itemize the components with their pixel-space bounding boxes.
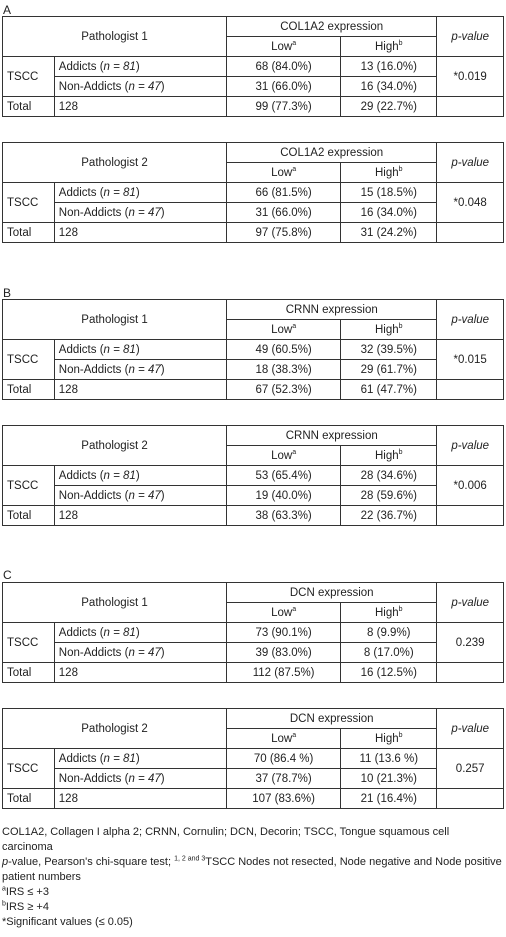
low-header bbox=[227, 446, 341, 466]
header-row bbox=[3, 426, 504, 446]
subgroup-n: n = 81 bbox=[103, 626, 136, 639]
pvalue-header-text: p-value bbox=[451, 156, 490, 169]
table-row bbox=[3, 623, 504, 643]
low-label: Low bbox=[271, 40, 293, 53]
high-label: High bbox=[375, 449, 399, 462]
pvalue-cell: *0.015 bbox=[437, 340, 504, 380]
total-pvalue-empty bbox=[437, 380, 504, 400]
footnote-b-sup: b bbox=[2, 900, 6, 908]
high-header bbox=[341, 37, 437, 57]
high-cell: 8 (17.0%) bbox=[341, 643, 437, 663]
total-row bbox=[3, 97, 504, 117]
header-row bbox=[3, 17, 504, 37]
pvalue-header-text: p-value bbox=[451, 439, 490, 452]
total-low: 99 (77.3%) bbox=[227, 97, 341, 117]
total-low: 67 (52.3%) bbox=[227, 380, 341, 400]
high-cell: 10 (21.3%) bbox=[341, 769, 437, 789]
subgroup-cell: Non-Addicts (n = 47) bbox=[54, 360, 226, 380]
total-pvalue-empty bbox=[437, 663, 504, 683]
footnote-abbrev: COL1A2, Collagen I alpha 2; CRNN, Cornulin; DCN, Decorin; TSCC, Tongue squamous cell carcinoma bbox=[2, 826, 450, 853]
table-row bbox=[3, 749, 504, 769]
pvalue-header bbox=[437, 426, 504, 466]
total-high: 61 (47.7%) bbox=[341, 380, 437, 400]
high-header bbox=[341, 603, 437, 623]
low-cell: 66 (81.5%) bbox=[227, 183, 341, 203]
low-cell: 49 (60.5%) bbox=[227, 340, 341, 360]
subgroup-name: Non-Addicts bbox=[58, 206, 122, 219]
subgroup-cell: Non-Addicts (n = 47) bbox=[54, 769, 226, 789]
low-header bbox=[227, 37, 341, 57]
high-label: High bbox=[375, 732, 399, 745]
high-cell: 11 (13.6 %) bbox=[341, 749, 437, 769]
expression-header: DCN expression bbox=[227, 709, 437, 729]
total-n: 128 bbox=[54, 663, 226, 683]
low-cell: 68 (84.0%) bbox=[227, 57, 341, 77]
low-label: Low bbox=[271, 449, 293, 462]
total-n: 128 bbox=[54, 506, 226, 526]
pvalue-header bbox=[437, 143, 504, 183]
subgroup-name: Non-Addicts bbox=[58, 363, 122, 376]
expression-table bbox=[2, 582, 504, 683]
subgroup-cell: Addicts (n = 81) bbox=[54, 340, 226, 360]
pvalue-header bbox=[437, 300, 504, 340]
table-row bbox=[3, 77, 504, 97]
total-row bbox=[3, 380, 504, 400]
header-row bbox=[3, 583, 504, 603]
low-cell: 73 (90.1%) bbox=[227, 623, 341, 643]
table-row bbox=[3, 360, 504, 380]
total-high: 16 (12.5%) bbox=[341, 663, 437, 683]
expression-header: COL1A2 expression bbox=[227, 143, 437, 163]
low-label: Low bbox=[271, 732, 293, 745]
pvalue-cell: *0.048 bbox=[437, 183, 504, 223]
subgroup-cell: Addicts (n = 81) bbox=[54, 466, 226, 486]
high-label: High bbox=[375, 166, 399, 179]
high-cell: 16 (34.0%) bbox=[341, 77, 437, 97]
subgroup-cell: Non-Addicts (n = 47) bbox=[54, 77, 226, 97]
pvalue-header bbox=[437, 709, 504, 749]
panel-label: A bbox=[3, 3, 12, 17]
subgroup-n: n = 47 bbox=[128, 646, 161, 659]
low-header bbox=[227, 320, 341, 340]
total-label: Total bbox=[3, 789, 55, 809]
high-cell: 28 (34.6%) bbox=[341, 466, 437, 486]
high-label: High bbox=[375, 606, 399, 619]
subgroup-n: n = 47 bbox=[128, 206, 161, 219]
footnote-pvalue bbox=[2, 855, 502, 885]
low-cell: 31 (66.0%) bbox=[227, 203, 341, 223]
total-pvalue-empty bbox=[437, 97, 504, 117]
high-cell: 32 (39.5%) bbox=[341, 340, 437, 360]
table-row bbox=[3, 340, 504, 360]
footnote-significant: *Significant values (≤ 0.05) bbox=[2, 916, 133, 928]
low-sup: a bbox=[292, 448, 297, 456]
high-cell: 28 (59.6%) bbox=[341, 486, 437, 506]
high-sup: b bbox=[398, 39, 403, 47]
low-cell: 31 (66.0%) bbox=[227, 77, 341, 97]
low-sup: a bbox=[292, 322, 297, 330]
subgroup-name: Non-Addicts bbox=[58, 489, 122, 502]
high-sup: b bbox=[398, 605, 403, 613]
high-header bbox=[341, 320, 437, 340]
high-sup: b bbox=[398, 448, 403, 456]
subgroup-name: Addicts bbox=[58, 60, 97, 73]
subgroup-n: n = 81 bbox=[103, 469, 136, 482]
pvalue-header-text: p-value bbox=[451, 722, 490, 735]
footnote-pvalue-italic: p bbox=[2, 856, 9, 868]
low-header bbox=[227, 163, 341, 183]
expression-header: COL1A2 expression bbox=[227, 17, 437, 37]
low-label: Low bbox=[271, 323, 293, 336]
pvalue-header bbox=[437, 17, 504, 57]
subgroup-n: n = 47 bbox=[128, 489, 161, 502]
subgroup-cell: Non-Addicts (n = 47) bbox=[54, 643, 226, 663]
table-row bbox=[3, 486, 504, 506]
high-cell: 13 (16.0%) bbox=[341, 57, 437, 77]
expression-table bbox=[2, 16, 504, 117]
high-sup: b bbox=[398, 731, 403, 739]
group-cell: TSCC bbox=[3, 749, 55, 789]
panel-label: B bbox=[3, 286, 12, 300]
pathologist-header: Pathologist 1 bbox=[3, 300, 227, 340]
subgroup-n: n = 47 bbox=[128, 80, 161, 93]
pvalue-cell: *0.019 bbox=[437, 57, 504, 97]
header-row bbox=[3, 300, 504, 320]
footnote-b bbox=[2, 900, 502, 915]
low-cell: 70 (86.4 %) bbox=[227, 749, 341, 769]
pvalue-header-text: p-value bbox=[451, 313, 490, 326]
group-cell: TSCC bbox=[3, 57, 55, 97]
total-pvalue-empty bbox=[437, 223, 504, 243]
subgroup-name: Addicts bbox=[58, 752, 97, 765]
pvalue-cell: 0.257 bbox=[437, 749, 504, 789]
high-cell: 8 (9.9%) bbox=[341, 623, 437, 643]
expression-header: CRNN expression bbox=[227, 426, 437, 446]
pvalue-header-text: p-value bbox=[451, 30, 490, 43]
header-row bbox=[3, 709, 504, 729]
total-n: 128 bbox=[54, 97, 226, 117]
low-cell: 37 (78.7%) bbox=[227, 769, 341, 789]
low-label: Low bbox=[271, 166, 293, 179]
total-pvalue-empty bbox=[437, 789, 504, 809]
low-cell: 39 (83.0%) bbox=[227, 643, 341, 663]
pvalue-cell: 0.239 bbox=[437, 623, 504, 663]
high-cell: 16 (34.0%) bbox=[341, 203, 437, 223]
footnote-pvalue-text: -value, Pearson's chi-square test; bbox=[8, 856, 175, 868]
subgroup-name: Non-Addicts bbox=[58, 80, 122, 93]
high-sup: b bbox=[398, 165, 403, 173]
table-row bbox=[3, 183, 504, 203]
subgroup-n: n = 47 bbox=[128, 363, 161, 376]
total-high: 21 (16.4%) bbox=[341, 789, 437, 809]
pathologist-header: Pathologist 2 bbox=[3, 143, 227, 183]
high-header bbox=[341, 729, 437, 749]
subgroup-cell: Addicts (n = 81) bbox=[54, 623, 226, 643]
subgroup-cell: Addicts (n = 81) bbox=[54, 183, 226, 203]
group-cell: TSCC bbox=[3, 340, 55, 380]
subgroup-n: n = 47 bbox=[128, 772, 161, 785]
pvalue-header-text: p-value bbox=[451, 596, 490, 609]
subgroup-cell: Non-Addicts (n = 47) bbox=[54, 203, 226, 223]
pathologist-header: Pathologist 1 bbox=[3, 17, 227, 57]
footnote-pvalue-rest: TSCC Nodes not resected, Node negative and Node positive patient numbers bbox=[2, 856, 502, 883]
table-row bbox=[3, 203, 504, 223]
low-header bbox=[227, 729, 341, 749]
total-label: Total bbox=[3, 663, 55, 683]
subgroup-cell: Addicts (n = 81) bbox=[54, 749, 226, 769]
total-high: 22 (36.7%) bbox=[341, 506, 437, 526]
footnotes bbox=[2, 825, 502, 930]
total-low: 107 (83.6%) bbox=[227, 789, 341, 809]
panel-label: C bbox=[3, 568, 12, 582]
footnote-a-text: IRS ≤ +3 bbox=[5, 886, 49, 898]
subgroup-n: n = 81 bbox=[103, 186, 136, 199]
expression-table bbox=[2, 142, 504, 243]
table-row bbox=[3, 466, 504, 486]
subgroup-name: Addicts bbox=[58, 469, 97, 482]
low-cell: 18 (38.3%) bbox=[227, 360, 341, 380]
table-row bbox=[3, 57, 504, 77]
expression-table bbox=[2, 425, 504, 526]
total-n: 128 bbox=[54, 789, 226, 809]
total-row bbox=[3, 789, 504, 809]
low-sup: a bbox=[292, 605, 297, 613]
footnote-pvalue-sup: 1, 2 and 3 bbox=[174, 855, 206, 863]
subgroup-n: n = 81 bbox=[103, 752, 136, 765]
total-label: Total bbox=[3, 223, 55, 243]
total-label: Total bbox=[3, 506, 55, 526]
pathologist-header: Pathologist 2 bbox=[3, 426, 227, 466]
low-sup: a bbox=[292, 165, 297, 173]
high-cell: 15 (18.5%) bbox=[341, 183, 437, 203]
total-high: 31 (24.2%) bbox=[341, 223, 437, 243]
subgroup-n: n = 81 bbox=[103, 343, 136, 356]
total-high: 29 (22.7%) bbox=[341, 97, 437, 117]
total-low: 112 (87.5%) bbox=[227, 663, 341, 683]
expression-header: DCN expression bbox=[227, 583, 437, 603]
high-label: High bbox=[375, 323, 399, 336]
pathologist-header: Pathologist 2 bbox=[3, 709, 227, 749]
subgroup-name: Non-Addicts bbox=[58, 646, 122, 659]
low-label: Low bbox=[271, 606, 293, 619]
high-cell: 29 (61.7%) bbox=[341, 360, 437, 380]
total-pvalue-empty bbox=[437, 506, 504, 526]
total-n: 128 bbox=[54, 223, 226, 243]
subgroup-cell: Non-Addicts (n = 47) bbox=[54, 486, 226, 506]
total-label: Total bbox=[3, 97, 55, 117]
header-row bbox=[3, 143, 504, 163]
high-header bbox=[341, 163, 437, 183]
high-header bbox=[341, 446, 437, 466]
low-header bbox=[227, 603, 341, 623]
footnote-a-sup: a bbox=[2, 885, 6, 893]
low-cell: 19 (40.0%) bbox=[227, 486, 341, 506]
expression-table bbox=[2, 708, 504, 809]
low-sup: a bbox=[292, 39, 297, 47]
expression-table bbox=[2, 299, 504, 400]
total-n: 128 bbox=[54, 380, 226, 400]
group-cell: TSCC bbox=[3, 466, 55, 506]
pathologist-header: Pathologist 1 bbox=[3, 583, 227, 623]
expression-header: CRNN expression bbox=[227, 300, 437, 320]
subgroup-name: Non-Addicts bbox=[58, 772, 122, 785]
low-sup: a bbox=[292, 731, 297, 739]
subgroup-n: n = 81 bbox=[103, 60, 136, 73]
table-row bbox=[3, 643, 504, 663]
total-low: 38 (63.3%) bbox=[227, 506, 341, 526]
subgroup-cell: Addicts (n = 81) bbox=[54, 57, 226, 77]
low-cell: 53 (65.4%) bbox=[227, 466, 341, 486]
total-low: 97 (75.8%) bbox=[227, 223, 341, 243]
group-cell: TSCC bbox=[3, 623, 55, 663]
subgroup-name: Addicts bbox=[58, 626, 97, 639]
total-row bbox=[3, 506, 504, 526]
subgroup-name: Addicts bbox=[58, 343, 97, 356]
pvalue-header bbox=[437, 583, 504, 623]
high-label: High bbox=[375, 40, 399, 53]
table-row bbox=[3, 769, 504, 789]
total-row bbox=[3, 663, 504, 683]
footnote-b-text: IRS ≥ +4 bbox=[5, 901, 49, 913]
subgroup-name: Addicts bbox=[58, 186, 97, 199]
high-sup: b bbox=[398, 322, 403, 330]
total-row bbox=[3, 223, 504, 243]
total-label: Total bbox=[3, 380, 55, 400]
group-cell: TSCC bbox=[3, 183, 55, 223]
pvalue-cell: *0.006 bbox=[437, 466, 504, 506]
footnote-a bbox=[2, 885, 502, 900]
